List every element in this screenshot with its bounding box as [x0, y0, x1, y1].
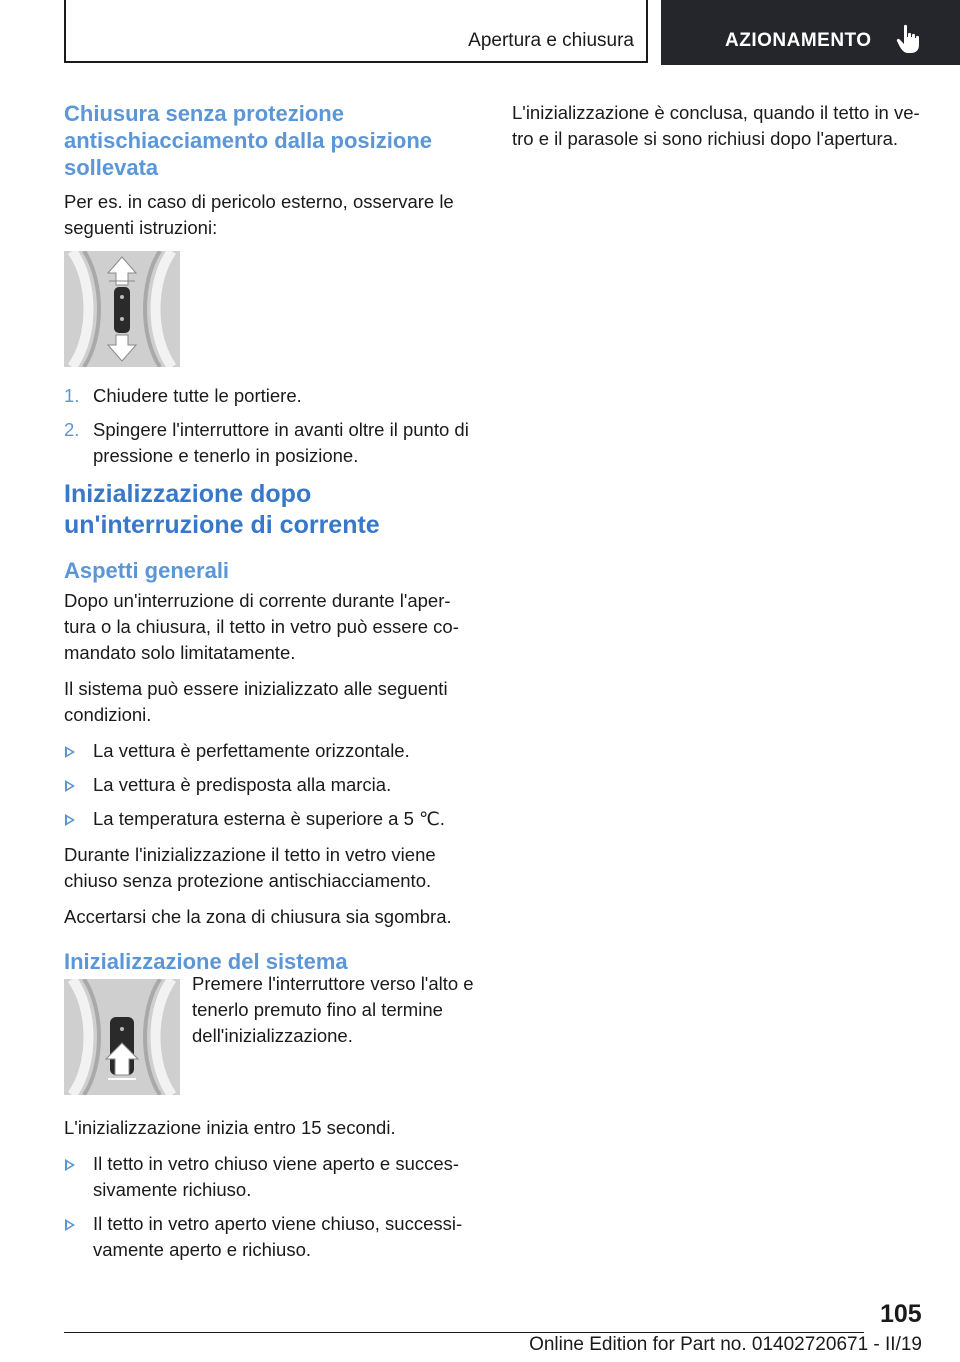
- steps-list: [64, 383, 474, 469]
- paragraph-clear-zone: Accertarsi che la zona di chiusura sia sgombra.: [64, 906, 452, 927]
- step-text: Spingere l'interruttore in avanti oltre il punto di pressione e tenerlo in posizione.: [93, 419, 469, 466]
- triangle-bullet-icon: [65, 1219, 75, 1231]
- paragraph-conditions-intro: Il sistema può essere inizializzato alle seguenti condizioni.: [64, 678, 448, 725]
- list-item: [64, 738, 474, 764]
- page-number: 105: [880, 1300, 922, 1328]
- triangle-bullet-icon: [65, 780, 75, 792]
- right-column: [512, 100, 922, 162]
- footer-divider: [64, 1332, 864, 1333]
- step-text: Chiudere tutte le portiere.: [93, 385, 302, 406]
- initialization-figure-row: [64, 973, 474, 1097]
- switch-push-up-figure: [64, 979, 180, 1095]
- header-chapter-tab: [661, 0, 960, 65]
- list-item: [64, 806, 474, 832]
- condition-text: La vettura è predisposta alla marcia.: [93, 774, 392, 795]
- conditions-list: [64, 738, 474, 832]
- outcome-text: Il tetto in vetro aperto viene chiuso, successi-vamente aperto e richiuso.: [93, 1213, 463, 1260]
- list-item: [64, 1151, 474, 1203]
- paragraph-initialization-start: L'inizializzazione inizia entro 15 secondi.: [64, 1117, 396, 1138]
- outcome-text: Il tetto in vetro chiuso viene aperto e succes-sivamente richiuso.: [93, 1153, 460, 1200]
- list-item: [64, 383, 474, 409]
- heading-general-aspects: Aspetti generali: [64, 558, 230, 583]
- header-section-title: Apertura e chiusura: [468, 30, 634, 51]
- left-column: [64, 100, 474, 1273]
- triangle-bullet-icon: [65, 814, 75, 826]
- outcomes-list: [64, 1151, 474, 1263]
- paragraph-power-loss: Dopo un'interruzione di corrente durante l'aper-tura o la chiusura, il tetto in vetro può essere co-mandato solo limitatamente.: [64, 590, 459, 663]
- paragraph-press-switch: Premere l'interruttore verso l'alto e tenerlo premuto fino al termine dell'inizializzazione.: [192, 973, 474, 1046]
- list-item: [64, 772, 474, 798]
- heading-system-initialization: Inizializzazione del sistema: [64, 949, 348, 974]
- triangle-bullet-icon: [65, 1159, 75, 1171]
- heading-closing-without-protection: Chiusura senza protezione antischiacciamento dalla posizione sollevata: [64, 101, 432, 180]
- header-chapter-title: AZIONAMENTO: [725, 30, 872, 51]
- condition-text: La vettura è perfettamente orizzontale.: [93, 740, 410, 761]
- pointing-hand-icon: [895, 24, 923, 54]
- header-section-box: [64, 0, 648, 63]
- step-number: 1.: [64, 385, 80, 406]
- list-item: [64, 417, 474, 469]
- triangle-bullet-icon: [65, 746, 75, 758]
- paragraph-intro: Per es. in caso di pericolo esterno, osservare le seguenti istruzioni:: [64, 191, 454, 238]
- footer-edition: Online Edition for Part no. 01402720671 - II/19: [529, 1334, 922, 1355]
- switch-push-forward-figure: [64, 251, 180, 367]
- paragraph-initialization-complete: L'inizializzazione è conclusa, quando il tetto in ve-tro e il parasole si sono richiusi dopo l'apertura.: [512, 102, 920, 149]
- condition-text: La temperatura esterna è superiore a 5 ℃.: [93, 808, 445, 829]
- list-item: [64, 1211, 474, 1263]
- heading-initialization-after-power-loss: Inizializzazione dopo un'interruzione di corrente: [64, 480, 380, 539]
- step-number: 2.: [64, 419, 80, 440]
- paragraph-closing-no-protection: Durante l'inizializzazione il tetto in vetro viene chiuso senza protezione antischiacciamento.: [64, 844, 436, 891]
